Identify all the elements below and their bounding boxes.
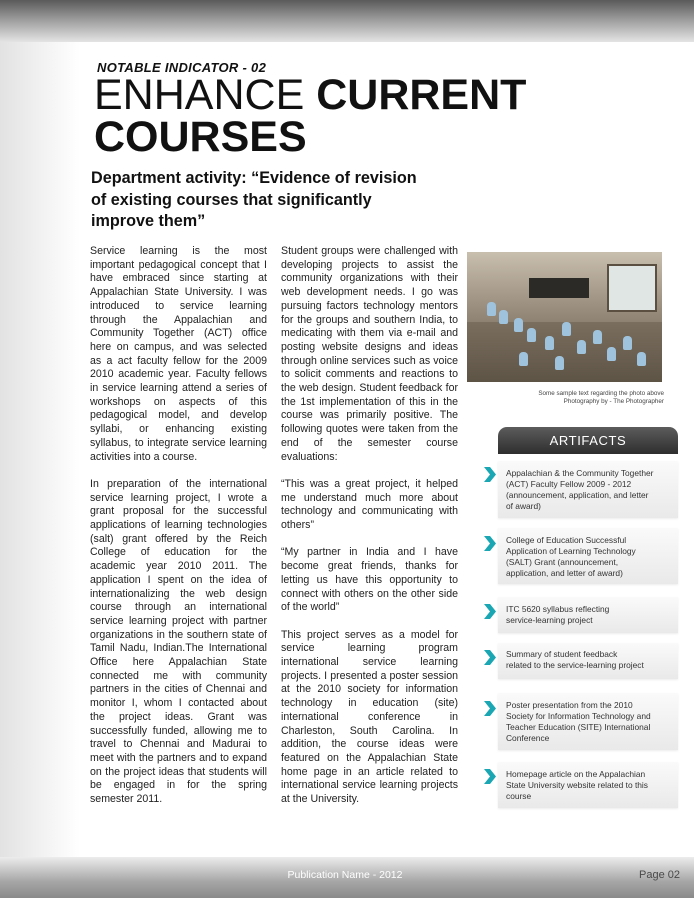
artifact-item <box>498 693 678 750</box>
photo-caption <box>467 390 664 407</box>
title-bold-2: COURSES <box>94 113 307 161</box>
photo-student <box>623 336 632 350</box>
page-number: Page 02 <box>639 869 680 881</box>
classroom-photo <box>467 252 662 382</box>
artifact-item <box>498 762 678 808</box>
artifact-line: College of Education Successful <box>506 535 627 545</box>
artifact-text <box>506 468 653 512</box>
artifact-text <box>506 535 636 579</box>
artifact-line: Homepage article on the Appalachian <box>506 769 646 779</box>
artifact-line: Society for Information Technology and <box>506 711 651 722</box>
photo-student <box>519 352 528 366</box>
body-column-1 <box>90 245 267 821</box>
chevron-right-icon <box>483 535 497 552</box>
artifact-line: State University website related to this <box>506 780 648 791</box>
artifact-line: of award) <box>506 501 541 512</box>
photo-student <box>514 318 523 332</box>
chevron-right-icon <box>483 700 497 717</box>
artifact-line: Appalachian & the Community Together <box>506 468 654 478</box>
artifact-line: (SALT) Grant (announcement, <box>506 557 619 568</box>
kicker: NOTABLE INDICATOR - 02 <box>97 60 267 75</box>
quote: “This was a great project, it helped me understand much more about technology and communicating with others” <box>281 477 458 532</box>
artifact-line: related to the service-learning project <box>506 660 644 671</box>
photo-student <box>637 352 646 366</box>
top-band <box>0 0 694 42</box>
subtitle <box>91 168 421 233</box>
artifact-text <box>506 769 648 802</box>
caption-credit: Photography by - The Photographer <box>563 398 664 406</box>
chevron-right-icon <box>483 603 497 620</box>
photo-student <box>555 356 564 370</box>
chevron-right-icon <box>483 768 497 785</box>
subtitle-line: improve them” <box>91 212 206 230</box>
photo-student <box>593 330 602 344</box>
photo-student <box>527 328 536 342</box>
artifact-line: service-learning project <box>506 615 593 626</box>
artifact-line: ITC 5620 syllabus reflecting <box>506 604 610 614</box>
artifacts-heading: ARTIFACTS <box>498 427 678 454</box>
artifact-line: (ACT) Faculty Fellow 2009 - 2012 <box>506 479 632 490</box>
left-margin-shade <box>0 42 80 857</box>
artifact-item <box>498 528 678 584</box>
artifact-item <box>498 461 678 518</box>
artifact-line: (announcement, application, and letter <box>506 490 649 501</box>
paragraph: Student groups were challenged with developing projects to assist the community organizations with their web development needs. I go was pursuing factors technology mentors for the groups and southern India, to medicating with them via e-mail and posting website designs and ideas through online services such as voice to solicit comments and reactions to the web design. Student feedback for the 1st implementation of this in the course was primarily positive. The following quotes were taken from the end of the semester course evaluations: <box>281 245 458 463</box>
artifact-line: Summary of student feedback <box>506 649 618 659</box>
artifact-line: Application of Learning Technology <box>506 546 636 557</box>
subtitle-line: Department activity: “Evidence of revision <box>91 169 417 187</box>
artifact-item <box>498 643 678 679</box>
photo-student <box>577 340 586 354</box>
caption-line: Some sample text regarding the photo above <box>538 390 664 397</box>
artifact-text <box>506 700 651 744</box>
photo-blackboard <box>529 278 589 298</box>
photo-student <box>562 322 571 336</box>
artifact-line: application, and letter of award) <box>506 568 623 579</box>
photo-student <box>607 347 616 361</box>
artifact-line: course <box>506 791 532 802</box>
artifact-item <box>498 597 678 633</box>
subtitle-line: of existing courses that significantly <box>91 190 372 209</box>
artifact-line: Conference <box>506 733 550 744</box>
title-bold-1: CURRENT <box>316 71 527 119</box>
artifact-text <box>506 604 609 626</box>
paragraph: In preparation of the international service learning project, I wrote a grant proposal for the successful applications of learning technologies (salt) grant offered by the Reich College of education for the academic year 2010 2011. The application I spent on the idea of internationalizing the web design course through an international service learning project with partner organizations in the southern state of Tamil Nadu, Indian.The International Office here Appalachian State connected me with community partners in the cities of Chennai and monitor I, whom I contacted about the project ideas. Grant was successfully funded, allowing me to travel to Chennai and Madurai to meet with the partners and to expand on the project ideas that students will be engaged in for the spring semester 2011. <box>90 477 267 806</box>
photo-student <box>499 310 508 324</box>
artifact-line: Teacher Education (SITE) International <box>506 722 651 733</box>
page-title <box>94 71 527 161</box>
chevron-right-icon <box>483 466 497 483</box>
paragraph: Service learning is the most important pedagogical concept that I have embraced since starting at Appalachian State University. I was introduced to service learning through the Appalachian and Community Together (ACT) office here on campus, and was selected as a act faculty fellow for the 2009 2010 academic year. Faculty fellows in service learning attend a series of workshops on aspects of this pedagogical model, and develop syllabi, or enhancing existing syllabus, to integrate service learning activities into a course. <box>90 245 267 463</box>
title-light: ENHANCE <box>94 71 305 119</box>
artifact-line: Poster presentation from the 2010 <box>506 700 633 710</box>
paragraph: This project serves as a model for service learning program international service learning projects. I presented a poster session at the 2010 society for information technology in education (site) international conference in Charleston, South Carolina. In addition, the course ideas were featured on the Appalachian State home page in an article related to international service learning projects at the University. <box>281 628 458 806</box>
photo-window <box>607 264 657 312</box>
body-column-2 <box>281 245 458 820</box>
photo-student <box>487 302 496 316</box>
publication-name: Publication Name - 2012 <box>287 869 403 881</box>
chevron-right-icon <box>483 649 497 666</box>
quote: “My partner in India and I have become great friends, thanks for letting us have this opportunity to connect with others on the other side of the world” <box>281 546 458 614</box>
photo-student <box>545 336 554 350</box>
artifact-text <box>506 649 644 671</box>
